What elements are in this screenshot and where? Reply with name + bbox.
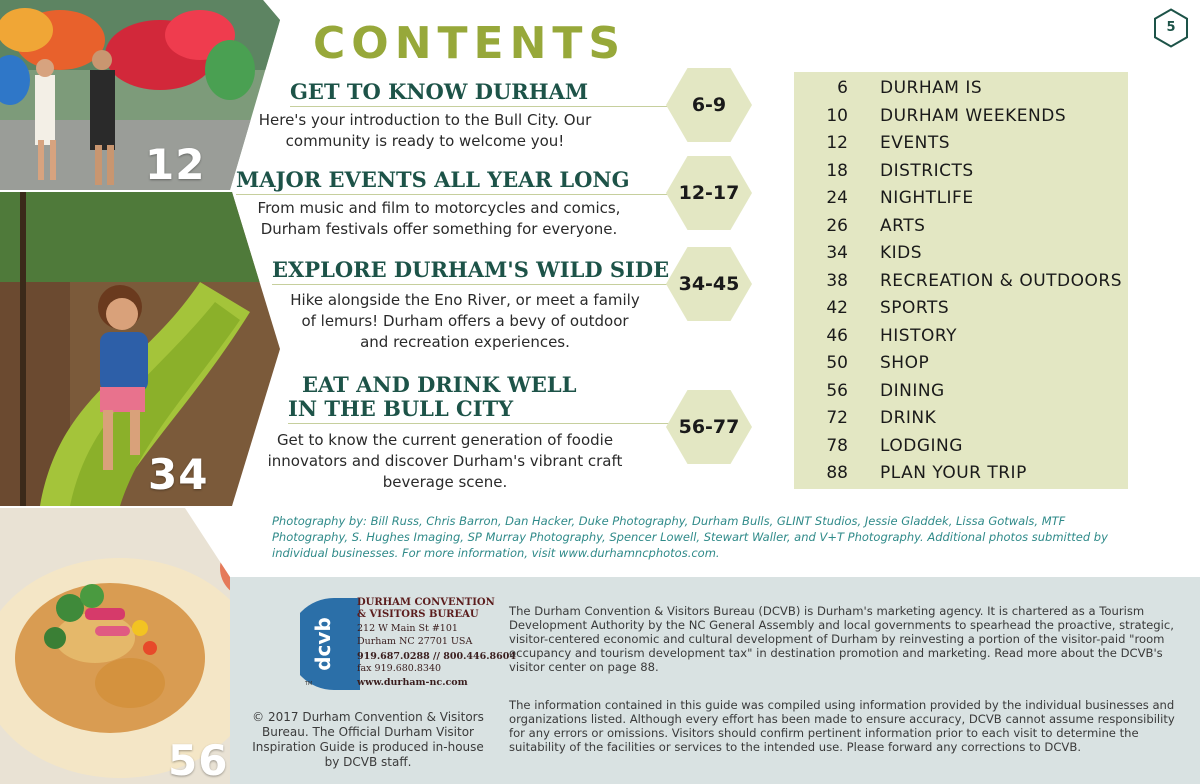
section-description: Get to know the current generation of foodie innovators and discover Durham's vibrant craft beverage scene.: [267, 431, 623, 491]
toc-item[interactable]: [794, 74, 1128, 101]
page-title: CONTENTS: [313, 18, 627, 69]
toc-page: 46: [826, 325, 848, 346]
section-description: Hike alongside the Eno River, or meet a family of lemurs! Durham offers a bevy of outdoor and recreation experiences.: [290, 291, 640, 351]
section-title-major-events: MAJOR EVENTS ALL YEAR LONG: [236, 167, 630, 192]
website-link[interactable]: www.durham-nc.com: [357, 677, 468, 689]
toc-label: SHOP: [880, 353, 930, 373]
org-name-line2: & VISITORS BUREAU: [357, 609, 479, 621]
toc-label: DINING: [880, 380, 945, 401]
page-range: 34-45: [678, 273, 740, 295]
toc-label: RECREATION & OUTDOORS: [880, 270, 1123, 291]
page-range: 6-9: [691, 94, 727, 116]
page-range-badge[interactable]: [666, 156, 752, 230]
toc-page: 18: [826, 160, 848, 181]
section-description: From music and film to motorcycles and comics, Durham festivals offer something for everyone.: [257, 199, 621, 238]
section-description: Here's your introduction to the Bull City. Our community is ready to welcome you!: [258, 111, 592, 150]
balloon-parade-illustration: [0, 0, 280, 190]
section-rule: [290, 106, 682, 107]
toc-item[interactable]: [794, 322, 1128, 349]
section-title-eat-drink: EAT AND DRINK WELL: [302, 372, 577, 397]
toc-page: 78: [826, 435, 848, 456]
page-range-badge[interactable]: [666, 247, 752, 321]
toc-page: 26: [826, 215, 848, 236]
toc-item[interactable]: [794, 212, 1128, 239]
address-line2: Durham NC 27701 USA: [357, 635, 473, 647]
toc-page: 38: [826, 270, 848, 291]
section-rule: [288, 423, 682, 424]
phone-numbers: 919.687.0288 // 800.446.8604: [357, 650, 516, 662]
toc-label: LODGING: [880, 435, 963, 456]
toc-label: DURHAM WEEKENDS: [880, 105, 1067, 126]
toc-page: 42: [826, 298, 848, 318]
toc-page: 34: [826, 243, 848, 263]
page-range: 56-77: [678, 416, 740, 438]
toc-item[interactable]: [794, 239, 1128, 266]
toc-item[interactable]: [794, 157, 1128, 184]
disclaimer-paragraph: The information contained in this guide was compiled using information provided by the individual businesses and organizations listed. Although every effort has been made to ensure accuracy, DCVB cannot assume responsibility for any errors or omissions. Visitors should confirm pertinent information prior to each visit to determine the suitability of the facilities or services to the intended use. Please forward any corrections to DCVB.: [509, 698, 1175, 754]
toc-label: NIGHTLIFE: [880, 188, 974, 208]
toc-label: HISTORY: [880, 325, 957, 346]
toc-item[interactable]: [794, 184, 1128, 211]
photo-balloon-parade: [0, 0, 280, 190]
toc-page: 12: [826, 133, 848, 153]
toc-item[interactable]: [794, 459, 1128, 486]
fax-number: fax 919.680.8340: [357, 663, 442, 675]
org-name-line1: DURHAM CONVENTION: [357, 597, 495, 608]
trademark-mark: TM: [305, 681, 313, 687]
toc-label: SPORTS: [880, 298, 950, 318]
toc-item[interactable]: [794, 102, 1128, 129]
toc-page: 10: [826, 105, 848, 126]
section-title-eat-drink-line2: IN THE BULL CITY: [288, 396, 514, 421]
toc-label: DISTRICTS: [880, 160, 974, 181]
page-range: 12-17: [678, 182, 740, 204]
toc-label: KIDS: [880, 243, 923, 263]
photo-page-number: 34: [148, 450, 209, 499]
dcvb-logo: [300, 598, 360, 692]
toc-label: DURHAM IS: [880, 78, 983, 98]
section-title-get-to-know: GET TO KNOW DURHAM: [290, 79, 589, 104]
toc-page: 24: [826, 188, 848, 208]
photo-page-number: 12: [145, 140, 206, 189]
toc-label: EVENTS: [880, 133, 951, 153]
copyright-notice: © 2017 Durham Convention & Visitors Bureau. The Official Durham Visitor Inspiration Guide is produced in-house by DCVB staff.: [252, 710, 484, 769]
toc-item[interactable]: [794, 404, 1128, 431]
toc-item[interactable]: [794, 294, 1128, 321]
toc-label: ARTS: [880, 215, 926, 236]
toc-page: 6: [837, 78, 848, 98]
toc-item[interactable]: [794, 432, 1128, 459]
toc-page: 56: [826, 380, 848, 401]
page-number: 5: [1166, 20, 1176, 35]
section-rule: [236, 194, 682, 195]
photo-credits: Photography by: Bill Russ, Chris Barron, Dan Hacker, Duke Photography, Durham Bulls, GLINT Studios, Jessie Gladdek, Lissa Gotwals, MTF Photography, S. Hughes Imaging, SP Murray Photography, Spencer Lowell, Stewart Waller, and V+T Photography. Additional photos submitted by individual businesses. For more information, visit www.durhamncphotos.com.: [272, 514, 1108, 560]
photo-page-number: 56: [168, 736, 229, 784]
toc-label: PLAN YOUR TRIP: [880, 463, 1027, 483]
page-range-badge[interactable]: [666, 68, 752, 142]
about-dcvb-paragraph: The Durham Convention & Visitors Bureau (DCVB) is Durham's marketing agency. It is chartered as a Tourism Development Authority by the NC General Assembly and local governments to spearhead the proactive, strategic, visitor-centered economic and cultural development of Durham by reinvesting a portion of the visitor-paid "room occupancy and tourism development tax" in destination promotion and marketing. Read more about the DCVB's visitor center on page 88.: [509, 604, 1174, 674]
section-rule: [272, 284, 682, 285]
toc-item[interactable]: [794, 377, 1128, 404]
toc-item[interactable]: [794, 267, 1128, 294]
page-range-badge[interactable]: [666, 390, 752, 464]
toc-page: 88: [826, 463, 848, 483]
page-number-badge: [1151, 8, 1191, 48]
section-title-wild-side: EXPLORE DURHAM'S WILD SIDE: [272, 257, 670, 282]
toc-list: [794, 72, 1128, 489]
toc-label: DRINK: [880, 408, 937, 428]
dcvb-logo-icon: [300, 598, 360, 692]
toc-item[interactable]: [794, 349, 1128, 376]
logo-text: dcvb: [311, 617, 335, 671]
toc-page: 72: [826, 408, 848, 428]
toc-item[interactable]: [794, 129, 1128, 156]
toc-page: 50: [826, 353, 848, 373]
dcvb-address-block: [357, 597, 516, 689]
address-line1: 212 W Main St #101: [357, 623, 458, 635]
